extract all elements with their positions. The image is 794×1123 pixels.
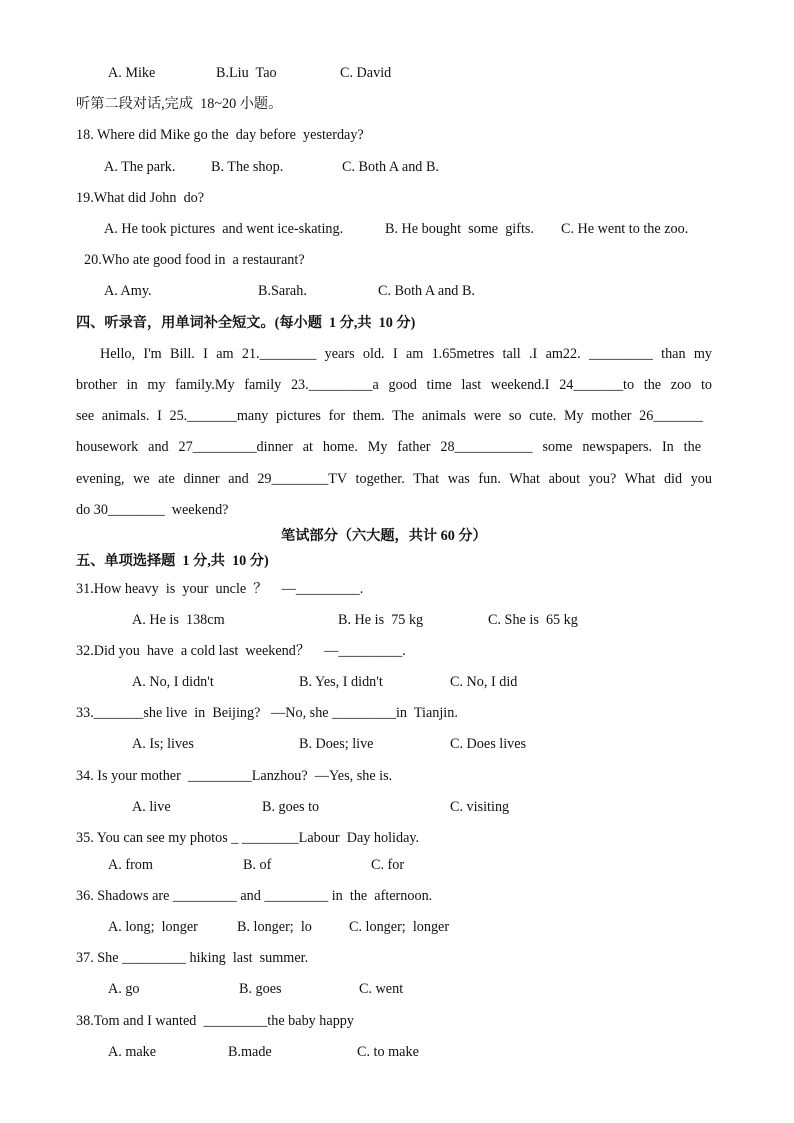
q19-question: 19.What did John do? <box>76 190 205 206</box>
q34-option-b: B. goes to <box>262 799 320 815</box>
q36-question: 36. Shadows are _________ and _________ in the afternoon. <box>76 888 433 904</box>
section4-passage-line-6: do 30________ weekend? <box>76 502 229 518</box>
q35-question: 35. You can see my photos _ ________Labour Day holiday. <box>76 830 420 846</box>
q37-option-c: C. went <box>359 981 404 997</box>
q33-option-c: C. Does lives <box>450 736 527 752</box>
q31-option-a: A. He is 138cm <box>132 612 225 628</box>
q32-option-c: C. No, I did <box>450 674 518 690</box>
q31-question: 31.How heavy is your uncle ？ —_________. <box>76 581 364 597</box>
section4-passage-line-4: housework and 27_________dinner at home. My father 28___________ some newspapers. In the <box>76 439 701 455</box>
q36-option-a: A. long; longer <box>108 919 198 935</box>
section4-heading: 四、听录音，用单词补全短文。(每小题 1 分,共 10 分) <box>76 315 416 331</box>
q17-option-a: A. Mike <box>108 65 156 81</box>
q37-question: 37. She _________ hiking last summer. <box>76 950 309 966</box>
q20-option-b: B.Sarah. <box>258 283 307 299</box>
section4-passage-line-3: see animals. I 25._______many pictures for them. The animals were so cute. My mother 26_______ <box>76 408 703 424</box>
q38-option-c: C. to make <box>357 1044 419 1060</box>
q35-option-b: B. of <box>243 857 272 873</box>
section4-passage-line-5: evening, we ate dinner and 29________TV together. That was fun. What about you? What did you <box>76 471 712 487</box>
q31-option-c: C. She is 65 kg <box>488 612 578 628</box>
q36-option-c: C. longer; longer <box>349 919 450 935</box>
q37-option-b: B. goes <box>239 981 282 997</box>
q19-option-b: B. He bought some gifts. <box>385 221 534 237</box>
q32-question: 32.Did you have a cold last weekend？ —_________. <box>76 643 406 659</box>
q18-option-b: B. The shop. <box>211 159 284 175</box>
q31-option-b: B. He is 75 kg <box>338 612 424 628</box>
q38-question: 38.Tom and I wanted _________the baby happy <box>76 1013 354 1029</box>
q38-option-a: A. make <box>108 1044 157 1060</box>
q32-option-b: B. Yes, I didn't <box>299 674 383 690</box>
q35-option-a: A. from <box>108 857 153 873</box>
q36-option-b: B. longer; lo <box>237 919 312 935</box>
q20-question: 20.Who ate good food in a restaurant? <box>84 252 305 268</box>
q32-option-a: A. No, I didn't <box>132 674 214 690</box>
q33-option-b: B. Does; live <box>299 736 374 752</box>
q37-option-a: A. go <box>108 981 140 997</box>
q34-option-c: C. visiting <box>450 799 510 815</box>
q19-option-c: C. He went to the zoo. <box>561 221 689 237</box>
section5-heading: 五、单项选择题 1 分,共 10 分) <box>76 553 269 569</box>
q34-question: 34. Is your mother _________Lanzhou? —Yes, she is. <box>76 768 393 784</box>
q34-option-a: A. live <box>132 799 171 815</box>
q18-option-a: A. The park. <box>104 159 176 175</box>
section4-passage-line-2: brother in my family.My family 23._________a good time last weekend.I 24_______to the zoo to <box>76 377 712 393</box>
q17-option-b: B.Liu Tao <box>216 65 277 81</box>
written-part-heading: 笔试部分（六大题，共计 60 分） <box>281 528 487 544</box>
q33-question: 33._______she live in Beijing? —No, she _________in Tianjin. <box>76 705 458 721</box>
q19-option-a: A. He took pictures and went ice-skating. <box>104 221 344 237</box>
q33-option-a: A. Is; lives <box>132 736 194 752</box>
q18-option-c: C. Both A and B. <box>342 159 439 175</box>
q35-option-c: C. for <box>371 857 405 873</box>
q38-option-b: B.made <box>228 1044 272 1060</box>
q18-question: 18. Where did Mike go the day before yesterday? <box>76 127 364 143</box>
q20-option-a: A. Amy. <box>104 283 152 299</box>
section4-passage-line-1: Hello, I'm Bill. I am 21.________ years old. I am 1.65metres tall .I am22. _________ than my <box>100 346 712 362</box>
q17-option-c: C. David <box>340 65 392 81</box>
section3-part2-instruction: 听第二段对话,完成 18~20 小题。 <box>76 96 283 112</box>
q20-option-c: C. Both A and B. <box>378 283 475 299</box>
